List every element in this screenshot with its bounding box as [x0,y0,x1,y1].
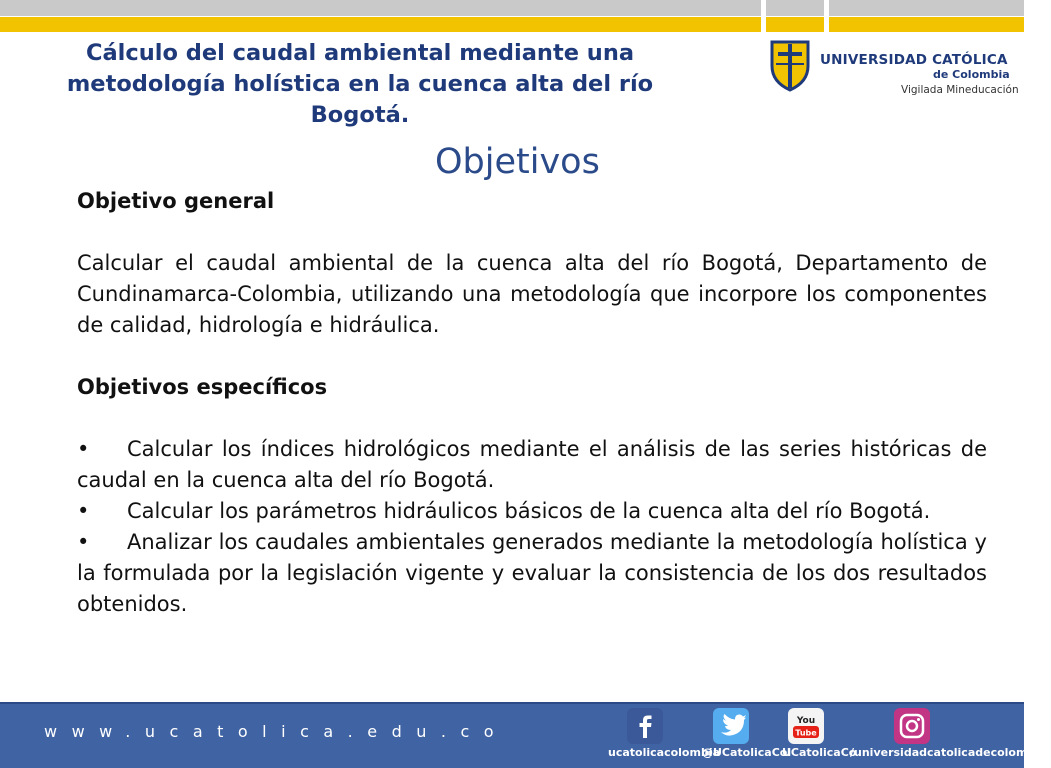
svg-text:You: You [796,716,816,726]
twitter-icon[interactable] [713,708,749,744]
website-link[interactable]: www.ucatolica.edu.co [44,722,509,741]
objectives-content [77,186,987,620]
specific-objective-3: Analizar los caudales ambientales generados mediante la metodología holística y la formulada por la legislación vigente y evaluar la consistencia de los dos resultados obtenidos. [77,530,987,616]
vigilada-text: Vigilada Mineducación [901,84,1019,96]
youtube-icon[interactable] [788,708,824,744]
footer-divider [0,702,1024,704]
grey-strip [0,0,1024,16]
facebook-icon[interactable] [627,708,663,744]
university-name-part1: UNIVERSIDAD [820,52,933,68]
top-decorative-bar [0,0,1024,34]
bullet-icon: • [77,499,90,523]
strip-gap [761,0,766,34]
bullet-icon: • [77,530,90,554]
twitter-label[interactable]: @UCatolicaCol [702,746,792,759]
university-crest-icon [768,38,812,92]
specific-objectives-heading: Objetivos específicos [77,375,328,399]
yellow-strip [0,17,1024,32]
slide-title: Cálculo del caudal ambiental mediante una metodología holística en la cuenca alta del río Bogotá. [66,40,654,128]
general-objective-heading: Objetivo general [77,189,275,213]
instagram-label[interactable]: /universidadcatolicadecolombia/ [850,746,1051,759]
list-item [77,527,987,620]
university-subtitle: de Colombia [933,68,1010,81]
list-item [77,496,987,527]
university-name-part2: CATÓLICA [932,52,1008,68]
bullet-icon: • [77,437,90,461]
specific-objective-1: Calcular los índices hidrológicos mediante el análisis de las series históricas de caudal en la cuenca alta del río Bogotá. [77,437,987,492]
university-logo [768,38,1018,100]
svg-text:Tube: Tube [795,728,817,738]
facebook-label[interactable]: ucatolicacolombia [608,746,721,759]
list-item [77,434,987,496]
university-name [820,52,1008,68]
specific-objective-2: Calcular los parámetros hidráulicos básicos de la cuenca alta del río Bogotá. [127,499,931,523]
youtube-label[interactable]: UCatolicaCo [782,746,857,759]
strip-gap [824,0,829,34]
instagram-icon[interactable] [894,708,930,744]
section-heading: Objetivos [435,142,600,182]
general-objective-text: Calcular el caudal ambiental de la cuenca alta del río Bogotá, Departamento de Cundinamarca-Colombia, utilizando una metodología que incorpore los componentes de calidad, hidrología e hidráulica. [77,251,987,337]
